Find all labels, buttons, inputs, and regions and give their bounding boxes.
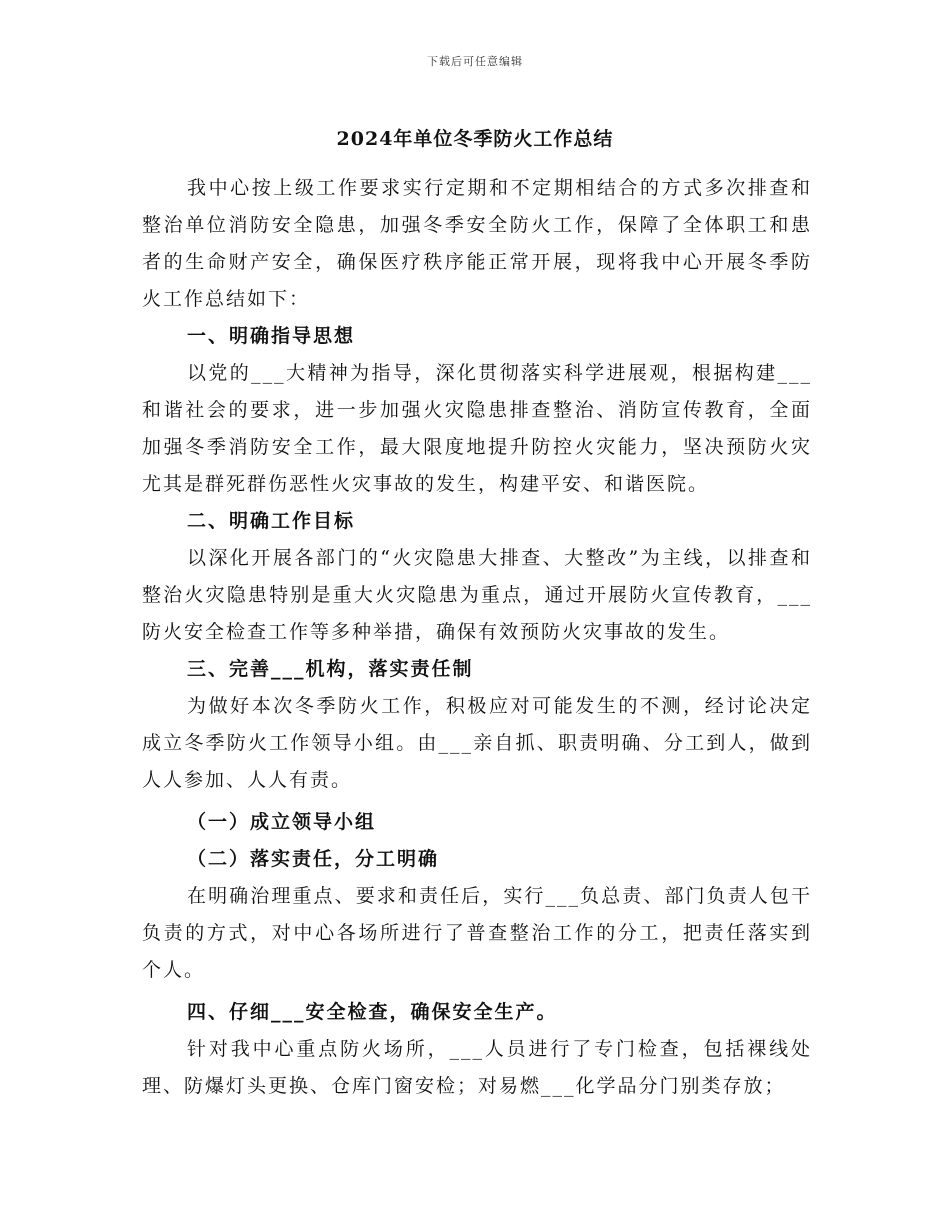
subsection-heading-responsibility: （二）落实责任，分工明确 bbox=[187, 848, 440, 870]
subsection-paragraph-responsibility: 在明确治理重点、要求和责任后，实行___负总责、部门负责人包干负责的方式，对中心各场所进行了普查整治工作的分工，把责任落实到个人。 bbox=[142, 885, 812, 981]
section-heading-work-goals: 二、明确工作目标 bbox=[187, 510, 356, 532]
page-header-note: 下载后可任意编辑 bbox=[427, 55, 523, 68]
section-heading-guiding-thought: 一、明确指导思想 bbox=[187, 325, 356, 347]
section-heading-safety-inspection: 四、仔细___安全检查，确保安全生产。 bbox=[187, 1001, 558, 1023]
section-paragraph-work-goals: 以深化开展各部门的“火灾隐患大排查、大整改”为主线，以排查和整治火灾隐患特别是重大火灾隐患为重点，通过开展防火宣传教育，___防火安全检查工作等多种举措，确保有效预防火灾事故的发生。 bbox=[142, 547, 812, 643]
document-body bbox=[142, 170, 812, 1105]
section-paragraph-safety-inspection: 针对我中心重点防火场所，___人员进行了专门检查，包括裸线处理、防爆灯头更换、仓库门窗安检；对易燃___化学品分门别类存放； bbox=[142, 1038, 812, 1097]
subsection-heading-leadership-group: （一）成立领导小组 bbox=[187, 811, 377, 833]
document-title: 2024年单位冬季防火工作总结 bbox=[336, 128, 614, 150]
section-paragraph-guiding-thought: 以党的___大精神为指导，深化贯彻落实科学进展观，根据构建___和谐社会的要求，进一步加强火灾隐患排查整治、消防宣传教育，全面加强冬季消防安全工作，最大限度地提升防控火灾能力，坚决预防火灾尤其是群死群伤恶性火灾事故的发生，构建平安、和谐医院。 bbox=[142, 362, 812, 495]
section-heading-organization: 三、完善___机构，落实责任制 bbox=[187, 658, 474, 680]
section-paragraph-organization: 为做好本次冬季防火工作，积极应对可能发生的不测，经讨论决定成立冬季防火工作领导小组。由___亲自抓、职责明确、分工到人，做到人人参加、人人有责。 bbox=[142, 695, 812, 791]
intro-paragraph: 我中心按上级工作要求实行定期和不定期相结合的方式多次排查和整治单位消防安全隐患，加强冬季安全防火工作，保障了全体职工和患者的生命财产安全，确保医疗秩序能正常开展，现将我中心开展冬季防火工作总结如下： bbox=[142, 177, 812, 310]
